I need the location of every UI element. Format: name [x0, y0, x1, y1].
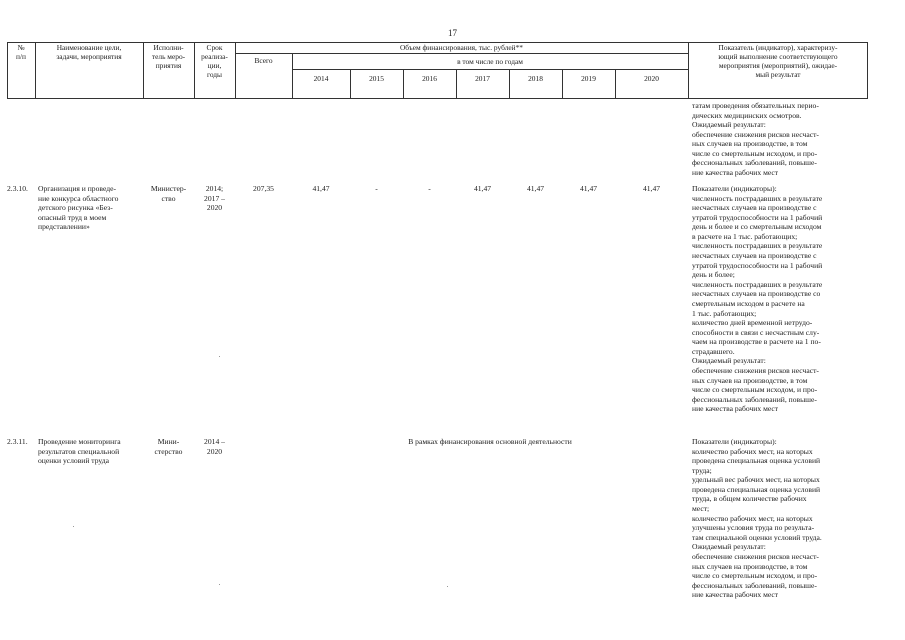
indicator-line: труда, в общем количестве рабочих: [692, 494, 807, 504]
scan-speck: [447, 586, 448, 587]
row-executor: Мини- стерство: [154, 437, 183, 456]
row-2017: 41,47: [473, 184, 492, 193]
row-indicator: [692, 437, 860, 600]
indicator-line: обеспечение снижения рисков несчаст-: [692, 551, 819, 561]
indicator-line: количество рабочих мест, на которых: [692, 446, 813, 456]
indicator-line: Показатели (индикаторы):: [692, 437, 777, 446]
header-year-2015: 2015: [369, 74, 384, 83]
indicator-line: фессиональных заболеваний, повыше-: [692, 394, 817, 404]
row-name: Организация и проведе- ние конкурса областного детского рисунка «Без- опасный труд в моем представлении»: [38, 184, 119, 232]
row-2019: 41,47: [579, 184, 598, 193]
indicator-line: Ожидаемый результат:: [692, 356, 766, 366]
row-indicator: [692, 184, 860, 414]
indicator-line: смертельным исходом в расчете на: [692, 298, 805, 308]
indicator-line: количество рабочих мест, на которых: [692, 513, 813, 523]
indicator-line: несчастных случаев на производстве с: [692, 251, 817, 261]
indicator-line: ных случаев на производстве, в том: [692, 375, 808, 385]
row-term: 2014 – 2020: [204, 437, 225, 456]
page-number: 17: [448, 28, 457, 38]
row-financing-note: В рамках финансирования основной деятельности: [408, 437, 572, 446]
continuation-line: татам проведения обязательных перио-: [692, 101, 819, 110]
header-num: № п/п: [16, 43, 26, 61]
continuation-text: [692, 101, 860, 178]
indicator-line: чаем на производстве в расчете на 1 по-: [692, 337, 821, 347]
scan-speck: [219, 356, 220, 357]
header-year-2016: 2016: [422, 74, 437, 83]
indicator-line: ных случаев на производстве, в том: [692, 561, 808, 571]
indicator-line: улучшены условия труда по результа-: [692, 523, 815, 533]
indicator-line: Показатели (индикаторы):: [692, 184, 777, 193]
row-executor: Министер- ство: [150, 184, 187, 203]
row-number: 2.3.10.: [7, 184, 28, 193]
indicator-line: несчастных случаев на производстве со: [692, 289, 821, 299]
header-year-2019: 2019: [581, 74, 596, 83]
indicator-line: количество дней временной нетрудо-: [692, 318, 813, 328]
indicator-line: там специальной оценки условий труда.: [692, 532, 822, 542]
row-number: 2.3.11.: [7, 437, 28, 446]
header-financing: Объем финансирования, тыс. рублей**: [399, 43, 524, 52]
row-total: 207,35: [253, 184, 274, 193]
indicator-line: страдавшего.: [692, 346, 735, 356]
row-2020: 41,47: [642, 184, 661, 193]
row-2015: -: [375, 184, 378, 193]
continuation-line: фессиональных заболеваний, повыше-: [692, 158, 817, 168]
header-term: Срок реализа- ции, годы: [201, 43, 228, 79]
indicator-line: числе со смертельным исходом, и про-: [692, 385, 818, 395]
indicator-line: Ожидаемый результат:: [692, 542, 766, 552]
header-year-2018: 2018: [528, 74, 543, 83]
indicator-line: ние качества рабочих мест: [692, 404, 779, 414]
row-2018: 41,47: [526, 184, 545, 193]
header-name: Наименование цели, задачи, мероприятия: [56, 43, 122, 61]
continuation-line: дических медицинских осмотров.: [692, 110, 802, 120]
indicator-line: численность пострадавших в результате: [692, 241, 823, 251]
indicator-line: числе со смертельным исходом, и про-: [692, 571, 818, 581]
row-2016: -: [428, 184, 431, 193]
header-year-2017: 2017: [475, 74, 490, 83]
continuation-line: обеспечение снижения рисков несчаст-: [692, 129, 819, 139]
row-term: 2014; 2017 – 2020: [204, 184, 225, 213]
header-year-2014: 2014: [313, 74, 329, 83]
continuation-line: числе со смертельным исходом, и про-: [692, 148, 818, 158]
indicator-line: день и более и со смертельным исходом: [692, 222, 822, 232]
indicator-line: в расчете на 1 тыс. работающих;: [692, 231, 798, 241]
header-by-year: в том числе по годам: [457, 57, 523, 66]
indicator-line: 1 тыс. работающих;: [692, 308, 757, 318]
scan-speck: [73, 526, 74, 527]
indicator-line: день и более;: [692, 270, 735, 280]
indicator-line: ние качества рабочих мест: [692, 590, 779, 600]
indicator-line: проведена специальная оценка условий: [692, 484, 821, 494]
row-name: Проведение мониторинга результатов специальной оценки условий труда: [38, 437, 121, 466]
header-total: Всего: [254, 56, 273, 65]
header-executor: Исполни- тель меро- приятия: [151, 43, 186, 70]
continuation-line: ние качества рабочих мест: [692, 168, 779, 178]
scan-speck: [219, 584, 220, 585]
indicator-line: фессиональных заболеваний, повыше-: [692, 580, 817, 590]
indicator-line: труда;: [692, 465, 712, 475]
row-2014: 41,47: [312, 184, 330, 193]
continuation-line: Ожидаемый результат:: [692, 120, 766, 130]
indicator-line: мест;: [692, 504, 710, 514]
indicator-line: проведена специальная оценка условий: [692, 456, 821, 466]
indicator-line: численность пострадавших в результате: [692, 193, 823, 203]
indicator-line: численность пострадавших в результате: [692, 279, 823, 289]
indicator-line: обеспечение снижения рисков несчаст-: [692, 365, 819, 375]
indicator-line: способности в связи с несчастным слу-: [692, 327, 820, 337]
indicator-line: утратой трудоспособности на 1 рабочий: [692, 260, 823, 270]
indicator-line: удельный вес рабочих мест, на которых: [692, 475, 820, 485]
header-indicator: Показатель (индикатор), характеризу- ющий выполнение соответствующего мероприятия (мероприятий), ожидае- мый результат: [718, 43, 838, 79]
indicator-line: несчастных случаев на производстве с: [692, 203, 817, 213]
indicator-line: утратой трудоспособности на 1 рабочий: [692, 212, 823, 222]
header-year-2020: 2020: [644, 74, 659, 83]
continuation-line: ных случаев на производстве, в том: [692, 139, 808, 149]
